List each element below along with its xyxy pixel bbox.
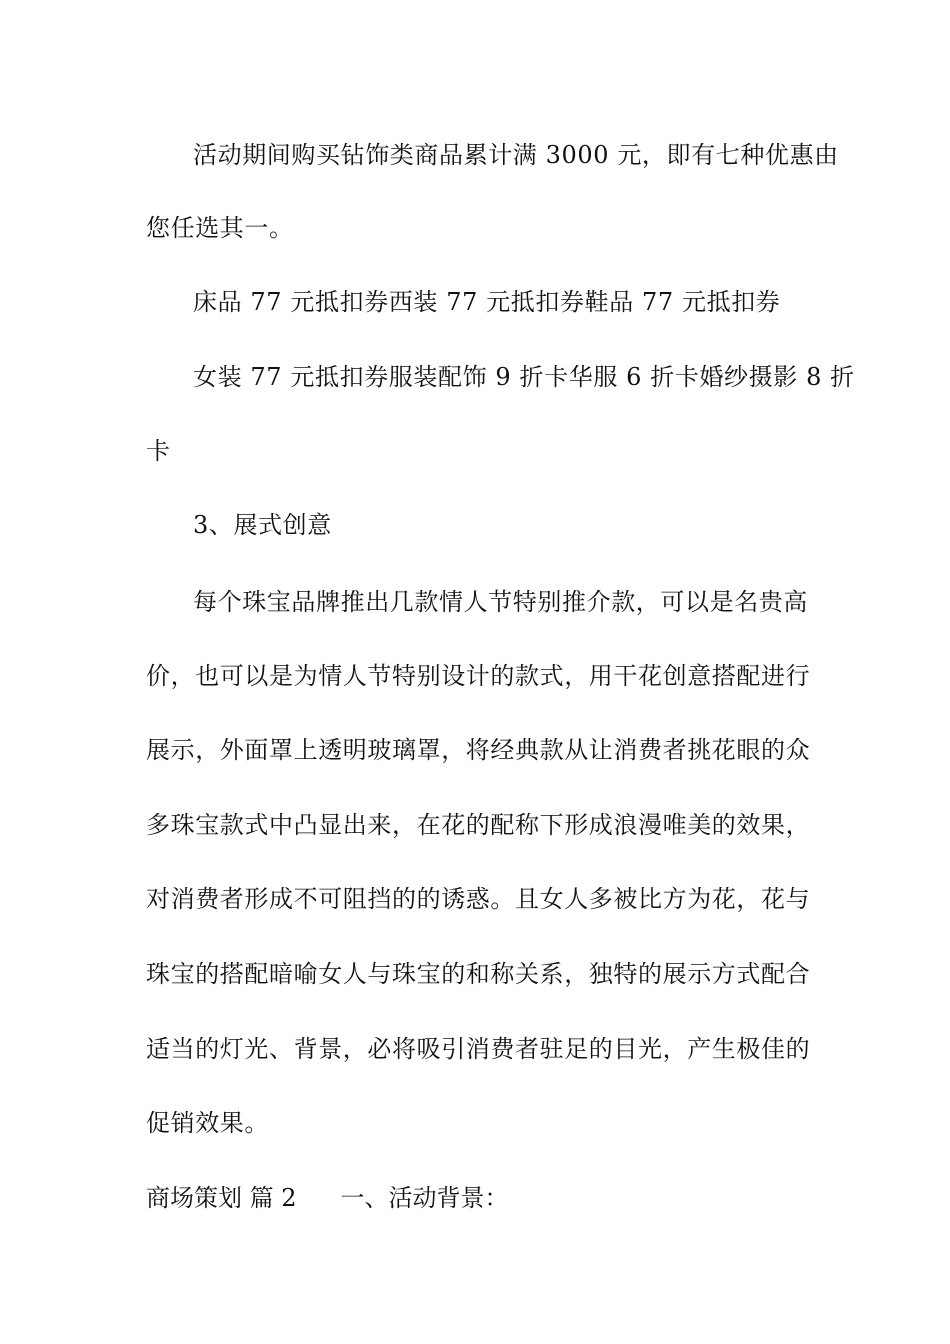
paragraph-line: 展示，外面罩上透明玻璃罩，将经典款从让消费者挑花眼的众 [146, 736, 811, 764]
section-subtitle: 一、活动背景： [340, 1184, 509, 1212]
paragraph-line: 每个珠宝品牌推出几款情人节特别推介款，可以是名贵高 [193, 588, 808, 616]
paragraph-line: 适当的灯光、背景，必将吸引消费者驻足的目光，产生极佳的 [146, 1035, 811, 1063]
paragraph-line: 珠宝的搭配暗喻女人与珠宝的和称关系，独特的展示方式配合 [146, 960, 811, 988]
section-title: 商场策划 篇 2 [146, 1184, 297, 1212]
paragraph-line: 活动期间购买钻饰类商品累计满 3000 元，即有七种优惠由 [193, 141, 839, 169]
paragraph-line: 对消费者形成不可阻挡的的诱惑。且女人多被比方为花，花与 [146, 885, 811, 913]
paragraph-line: 价，也可以是为情人节特别设计的款式，用干花创意搭配进行 [146, 662, 811, 690]
paragraph-line: 女装 77 元抵扣券服装配饰 9 折卡华服 6 折卡婚纱摄影 8 折 [193, 363, 855, 391]
subsection-heading: 3、展式创意 [193, 511, 332, 539]
paragraph-line: 促销效果。 [146, 1109, 269, 1137]
paragraph-line: 您任选其一。 [146, 214, 294, 242]
section-heading-row [146, 1183, 509, 1213]
paragraph-line: 多珠宝款式中凸显出来，在花的配称下形成浪漫唯美的效果， [146, 811, 811, 839]
paragraph-line: 床品 77 元抵扣券西装 77 元抵扣券鞋品 77 元抵扣券 [193, 288, 781, 316]
paragraph-line: 卡 [146, 437, 171, 465]
